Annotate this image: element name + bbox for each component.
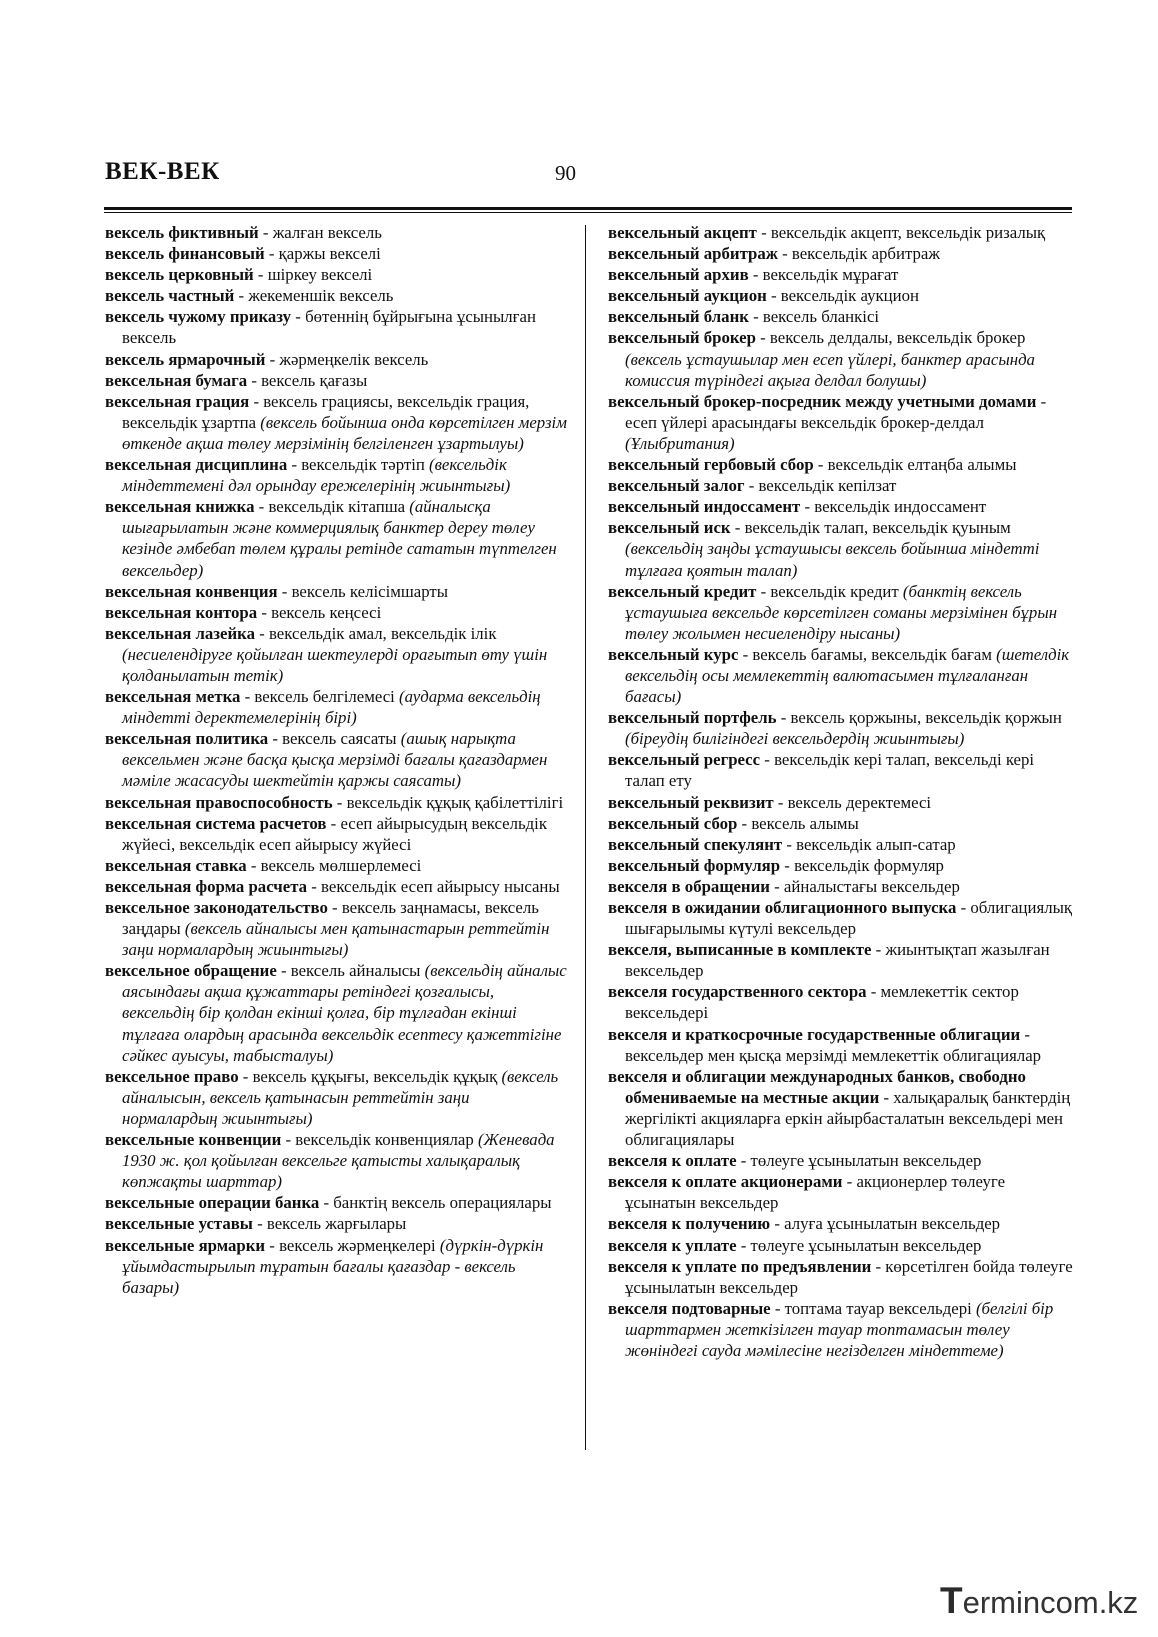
entry-term: вексель чужому приказу [105, 307, 292, 327]
header-rule-thin [104, 212, 1072, 213]
entry-note: (вексельдің заңды ұстаушысы вексель бойынша міндетті тұлғаға қоятын талап) [625, 539, 1040, 580]
dictionary-entry [608, 243, 1074, 264]
entry-definition: вексель бланкісі [762, 307, 880, 327]
entry-definition: вексель айналысы [290, 961, 425, 981]
entry-definition: жекеменшік вексель [248, 286, 394, 306]
dictionary-entry [105, 1192, 568, 1213]
entry-separator: - [766, 286, 781, 306]
dictionary-entry [608, 749, 1074, 791]
entry-definition: вексельдік талап, вексельдік қуыным [744, 518, 1011, 538]
entry-separator: - [773, 792, 788, 812]
entry-term: вексельный реквизит [608, 792, 774, 812]
entry-definition: вексель қағазы [261, 370, 368, 390]
entry-separator: - [748, 307, 763, 327]
dictionary-entry [105, 1235, 568, 1298]
entry-definition: вексельдік құқық қабілеттілігі [346, 792, 564, 812]
dictionary-entry [105, 876, 568, 897]
entry-separator: - [1036, 391, 1047, 411]
entry-definition: вексель алымы [751, 813, 859, 833]
entry-definition: шіркеу векселі [267, 265, 373, 285]
dictionary-entry [105, 792, 568, 813]
entry-term: вексельный залог [608, 476, 745, 496]
entry-definition: жәрмеңкелік вексель [279, 349, 429, 369]
entry-definition: банктің вексель операциялары [333, 1193, 552, 1213]
entry-note: (біреудің билігіндегі вексельдердің жиынтығы) [625, 729, 965, 749]
entry-separator: - [769, 876, 784, 896]
dictionary-entry [608, 517, 1074, 580]
entry-term: вексельное законодательство [105, 898, 328, 917]
left-column [105, 222, 568, 1298]
entry-term: вексель финансовый [105, 244, 265, 264]
entry-term: вексель ярмарочный [105, 349, 266, 369]
entry-definition: вексельдік амал, вексельдік ілік [268, 623, 497, 643]
entry-separator: - [276, 961, 291, 981]
entry-definition: вексель бағамы, вексельдік бағам [752, 644, 997, 664]
entry-definition: вексельдік елтаңба алымы [827, 455, 1017, 475]
dictionary-entry [608, 306, 1074, 327]
entry-term: вексельный гербовый сбор [608, 455, 814, 475]
dictionary-entry [608, 707, 1074, 749]
entry-term: вексельный архив [608, 265, 749, 285]
column-divider [585, 225, 586, 1450]
entry-term: векселя в ожидании облигационного выпуска [608, 898, 957, 917]
entry-definition: вексель заңнамасы, вексель заңдары [122, 898, 539, 939]
entry-definition: вексель деректемесі [787, 792, 932, 812]
dictionary-entry [105, 496, 568, 580]
entry-definition: төлеуге ұсынылатын вексельдер [750, 1235, 982, 1255]
entry-term: вексельная контора [105, 602, 258, 622]
entry-term: вексель церковный [105, 265, 254, 285]
entry-term: вексельная грация [105, 391, 250, 411]
entry-separator: - [240, 687, 255, 707]
right-column [608, 222, 1074, 1361]
dictionary-entry [608, 285, 1074, 306]
entry-definition: вексельдік кітапша [268, 497, 410, 517]
dictionary-entry [105, 855, 568, 876]
entry-term: вексельный бланк [608, 307, 749, 327]
entry-note: (вексель айналысын, вексель қатынасын реттейтін заңи нормалардың жиынтығы) [122, 1066, 559, 1128]
dictionary-entry [105, 813, 568, 855]
dictionary-entry [105, 1129, 568, 1192]
entry-separator: - [281, 1130, 296, 1150]
entry-term: векселя к уплате по предъявлении [608, 1256, 872, 1276]
entry-separator: - [238, 1066, 253, 1086]
entry-definition: бөтеннің бұйрығына ұсынылған вексель [122, 307, 536, 348]
entry-separator: - [813, 455, 828, 475]
entry-separator: - [254, 623, 269, 643]
entry-term: вексельный кредит [608, 581, 757, 601]
entry-definition: көрсетілген бойда төлеуге ұсынылатын вексельдер [625, 1256, 1073, 1297]
entry-term: вексельный спекулянт [608, 834, 783, 854]
entry-definition: облигациялық шығарылымы күтулі вексельдер [625, 898, 1073, 939]
dictionary-entry [608, 264, 1074, 285]
entry-note: (вексель бойынша онда көрсетілген мерзім өткенде ақша төлеу мерзімінің белгіленген ұзартылуы) [122, 412, 567, 453]
dictionary-entry [105, 454, 568, 496]
entry-separator: - [748, 265, 763, 285]
entry-separator: - [264, 244, 279, 264]
dictionary-entry [608, 475, 1074, 496]
entry-separator: - [277, 581, 292, 601]
entry-separator: - [736, 1151, 751, 1171]
entry-term: вексельная дисциплина [105, 455, 288, 475]
entry-definition: вексельдік формуляр [794, 855, 944, 875]
entry-term: векселя и облигации международных банков, свободно обмениваемые на местные акции [608, 1066, 1026, 1107]
entry-separator: - [247, 370, 262, 390]
entry-note: (несиелендіруге қойылған шектеулерді орағытып өту үшін қолданылатын тетік) [122, 644, 548, 685]
entry-definition: вексель жарғылары [266, 1214, 407, 1234]
entry-separator: - [842, 1172, 857, 1192]
entry-definition: вексельдік кері талап, вексельді кері талап ету [625, 750, 1035, 791]
entry-definition: вексельдік арбитраж [791, 244, 940, 264]
entry-definition: вексельдік кепілзат [758, 476, 897, 496]
entry-separator: - [770, 1298, 785, 1318]
entry-definition: вексель мөлшерлемесі [260, 855, 422, 875]
entry-note: (айналысқа шығарылатын және коммерциялық банктер дереу төлеу кезінде әмбебап төлем құралы ретінде сататын түптелген вексельдер) [122, 497, 557, 580]
dictionary-entry [105, 222, 568, 243]
dictionary-entry [105, 897, 568, 960]
entry-separator: - [777, 244, 792, 264]
dictionary-entry [105, 1213, 568, 1234]
dictionary-entry [608, 897, 1074, 939]
entry-term: вексельный брокер [608, 328, 756, 348]
entry-separator: - [252, 1214, 267, 1234]
entry-separator: - [737, 813, 752, 833]
entry-term: вексельная ставка [105, 855, 247, 875]
entry-term: векселя и краткосрочные государственные облигации [608, 1024, 1021, 1044]
entry-separator: - [776, 708, 791, 728]
dictionary-entry [608, 222, 1074, 243]
entry-note: (дүркін-дүркін ұйымдастырылып тұратын бағалы қағаздар - вексель базары) [122, 1235, 544, 1297]
entry-separator: - [744, 476, 759, 496]
entry-definition: вексельдік алып-сатар [796, 834, 956, 854]
entry-term: вексельный аукцион [608, 286, 767, 306]
entry-separator: - [253, 265, 268, 285]
entry-definition: жиынтықтап жазылған вексельдер [625, 940, 1050, 981]
entry-separator: - [268, 729, 283, 749]
entry-term: вексель частный [105, 286, 235, 306]
entry-note: (вексельдік міндеттемені дәл орындау ережелерінің жиынтығы) [122, 455, 511, 496]
entry-definition: вексель келісімшарты [291, 581, 449, 601]
entry-term: вексельный иск [608, 518, 731, 538]
dictionary-entry [105, 243, 568, 264]
dictionary-entry [105, 349, 568, 370]
entry-separator: - [755, 328, 770, 348]
dictionary-entry [105, 728, 568, 791]
entry-term: вексельная форма расчета [105, 876, 308, 896]
entry-separator: - [319, 1193, 334, 1213]
entry-term: векселя к уплате [608, 1235, 737, 1255]
entry-separator: - [307, 876, 322, 896]
entry-term: векселя к получению [608, 1214, 771, 1234]
entry-term: вексельная бумага [105, 370, 248, 390]
entry-term: векселя к оплате акционерами [608, 1172, 843, 1192]
entry-separator: - [327, 898, 342, 917]
entry-term: вексельный регресс [608, 750, 761, 770]
dictionary-entry [608, 981, 1074, 1023]
entry-separator: - [780, 855, 795, 875]
entry-definition: вексель грацияcы, вексельдік грация, вексельдік ұзартпа [122, 391, 530, 432]
entry-note: (вексель айналысы мен қатынастарын реттейтін заңи нормалардың жиынтығы) [122, 919, 550, 960]
entry-separator: - [249, 391, 264, 411]
entry-definition: вексельдік тәртіп [301, 455, 430, 475]
entry-definition: вексель жәрмеңкелері [279, 1235, 440, 1255]
entry-separator: - [736, 1235, 751, 1255]
entry-term: вексель фиктивный [105, 223, 259, 242]
entry-definition: есеп айырысудың вексельдік жүйесі, вексельдік есеп айырысу жүйесі [122, 813, 547, 854]
entry-term: векселя, выписанные в комплекте [608, 940, 872, 960]
entry-definition: вексельдік индоссамент [814, 497, 987, 517]
entry-separator: - [871, 1256, 886, 1276]
entry-separator: - [866, 982, 881, 1002]
entry-separator: - [254, 497, 269, 517]
entry-term: вексельные уставы [105, 1214, 253, 1234]
dictionary-entry [608, 813, 1074, 834]
entry-definition: мемлекеттік сектор вексельдері [625, 982, 1019, 1023]
entry-term: вексельные ярмарки [105, 1235, 266, 1255]
entry-separator: - [756, 223, 771, 242]
entry-separator: - [800, 497, 815, 517]
dictionary-entry [608, 1066, 1074, 1150]
entry-term: вексельные конвенции [105, 1130, 282, 1150]
entry-definition: вексель делдалы, вексельдік брокер [769, 328, 1026, 348]
page-header-title: ВЕК-ВЕК [105, 158, 220, 185]
dictionary-entry [608, 454, 1074, 475]
entry-term: вексельный брокер-посредник между учетными домами [608, 391, 1037, 411]
entry-separator: - [287, 455, 302, 475]
entry-term: вексельная метка [105, 687, 241, 707]
entry-term: вексельный сбор [608, 813, 738, 833]
entry-definition: вексельдік акцепт, вексельдік ризалық [770, 223, 1046, 242]
dictionary-entry [105, 1066, 568, 1129]
entry-term: вексельный индоссамент [608, 497, 801, 517]
entry-term: векселя подтоварные [608, 1298, 771, 1318]
entry-term: вексельная конвенция [105, 581, 278, 601]
entry-separator: - [1020, 1024, 1030, 1044]
dictionary-entry [105, 960, 568, 1065]
dictionary-entry [608, 1298, 1074, 1361]
watermark-text: ermincom.kz [962, 1585, 1139, 1620]
dictionary-entry [608, 939, 1074, 981]
entry-note: (шетелдік вексельдің осы мемлекеттің валютасымен тұлғаланған бағасы) [625, 644, 1070, 707]
entry-separator: - [326, 813, 341, 833]
entry-separator: - [257, 602, 272, 622]
entry-note: (вексельдің айналыс аясындағы ақша құжаттары ретіндегі қозғалысы, вексельдің бір қолдан екінші қолға, бір тұлғадан екінші тұлғаға олардың арасында вексельдік есептесу қажеттігіне сәйкес ауысуы, табысталуы) [122, 961, 567, 1065]
page-number: 90 [555, 161, 576, 185]
entry-definition: есеп үйлері арасындағы вексельдік брокер-делдал [625, 412, 984, 432]
entry-separator: - [265, 349, 280, 369]
entry-note: (банктің вексель ұстаушыға вексельде көрсетілген соманы мерзімінен бұрын төлеу жолымен несиелендіру нысаны) [625, 581, 1058, 643]
dictionary-entry [105, 306, 568, 348]
entry-term: векселя к оплате [608, 1151, 737, 1171]
entry-separator: - [782, 834, 797, 854]
dictionary-entry [608, 581, 1074, 644]
entry-separator: - [291, 307, 306, 327]
entry-separator: - [738, 644, 753, 664]
entry-term: вексельный портфель [608, 708, 777, 728]
entry-term: вексельная книжка [105, 497, 255, 517]
entry-separator: - [265, 1235, 280, 1255]
entry-definition: вексель қоржыны, вексельдік қоржын [790, 708, 1062, 728]
dictionary-entry [105, 623, 568, 686]
watermark-letter-t: T [940, 1580, 963, 1621]
dictionary-entry [105, 581, 568, 602]
entry-separator: - [246, 855, 261, 875]
entry-definition: акционерлер төлеуге ұсынатын вексельдер [625, 1172, 1006, 1213]
entry-definition: вексель құқығы, вексельдік құқық [252, 1066, 502, 1086]
dictionary-entry [608, 1171, 1074, 1213]
entry-definition: жалған вексель [272, 223, 382, 242]
entry-definition: вексельдік кредит [770, 581, 903, 601]
dictionary-entry [608, 834, 1074, 855]
dictionary-entry [608, 1213, 1074, 1234]
entry-term: вексельный формуляр [608, 855, 781, 875]
entry-separator: - [234, 286, 249, 306]
dictionary-entry [105, 370, 568, 391]
entry-definition: топтама тауар вексельдері [784, 1298, 976, 1318]
dictionary-entry [608, 855, 1074, 876]
entry-note: (Женевада 1930 ж. қол қойылған вексельге қатысты халықаралық көпжақты шарттар) [122, 1130, 555, 1192]
entry-note: (Ұлыбритания) [625, 433, 735, 453]
entry-term: вексельное обращение [105, 961, 277, 981]
entry-definition: қаржы векселі [278, 244, 381, 264]
entry-definition: вексельдік есеп айырысу нысаны [321, 876, 560, 896]
dictionary-entry [608, 327, 1074, 390]
entry-definition: алуға ұсынылатын вексельдер [784, 1214, 1001, 1234]
entry-separator: - [730, 518, 745, 538]
entry-term: вексельная лазейка [105, 623, 255, 643]
entry-note: (аударма вексельдің міндетті деректемелерінің бірі) [122, 687, 541, 728]
entry-note: (вексель ұстаушылар мен есеп үйлері, банктер арасында комиссия түріндегі ақыға делдал болушы) [625, 349, 1035, 390]
entry-definition: төлеуге ұсынылатын вексельдер [750, 1151, 982, 1171]
entry-definition: халықаралық банктердің жергілікті акцияларға еркін айырбасталатын вексельдері мен облигациялары [625, 1087, 1071, 1150]
entry-definition: вексельдік аукцион [780, 286, 919, 306]
dictionary-entry [608, 644, 1074, 707]
entry-separator: - [871, 940, 886, 960]
dictionary-entry [608, 1150, 1074, 1171]
entry-note: (ашық нарықта вексельмен және басқа қысқа мерзімді бағалы қағаздармен мәміле жасасуды шектейтін қаржы саясаты) [122, 729, 548, 791]
entry-definition: айналыстағы вексельдер [783, 876, 960, 896]
dictionary-entry [105, 686, 568, 728]
entry-term: вексельный арбитраж [608, 244, 778, 264]
entry-definition: вексельдік мұрағат [762, 265, 899, 285]
entry-definition: вексельдер мен қысқа мерзімді мемлекеттік облигациялар [625, 1045, 1042, 1065]
entry-separator: - [332, 792, 347, 812]
dictionary-entry [608, 496, 1074, 517]
dictionary-entry [608, 391, 1074, 454]
header-rule [104, 207, 1072, 210]
entry-definition: вексель кеңсесі [271, 602, 382, 622]
entry-definition: вексель саясаты [282, 729, 401, 749]
entry-note: (белгілі бір шарттармен жеткізілген тауар топтамасын төлеу жөніндегі сауда мәмілесіне негізделген міндеттеме) [625, 1298, 1054, 1360]
entry-term: вексельная правоспособность [105, 792, 333, 812]
dictionary-entry [608, 1024, 1074, 1066]
entry-definition: вексельдік конвенциялар [295, 1130, 478, 1150]
entry-term: вексельное право [105, 1066, 239, 1086]
entry-separator: - [258, 223, 273, 242]
entry-separator: - [956, 898, 971, 917]
entry-definition: вексель белгілемесі [254, 687, 400, 707]
dictionary-entry [105, 285, 568, 306]
dictionary-entry [105, 602, 568, 623]
dictionary-entry [608, 792, 1074, 813]
dictionary-entry [105, 391, 568, 454]
dictionary-entry [608, 876, 1074, 897]
dictionary-entry [105, 264, 568, 285]
entry-term: вексельная система расчетов [105, 813, 327, 833]
entry-term: векселя государственного сектора [608, 982, 867, 1002]
entry-term: векселя в обращении [608, 876, 770, 896]
entry-term: вексельные операции банка [105, 1193, 320, 1213]
entry-separator: - [879, 1087, 894, 1107]
dictionary-entry [608, 1256, 1074, 1298]
entry-separator: - [756, 581, 771, 601]
entry-separator: - [770, 1214, 785, 1234]
termincom-watermark-logo [940, 1580, 1140, 1624]
entry-term: вексельный курс [608, 644, 739, 664]
dictionary-entry [608, 1235, 1074, 1256]
entry-term: вексельная политика [105, 729, 269, 749]
entry-term: вексельный акцепт [608, 223, 757, 242]
entry-separator: - [760, 750, 775, 770]
